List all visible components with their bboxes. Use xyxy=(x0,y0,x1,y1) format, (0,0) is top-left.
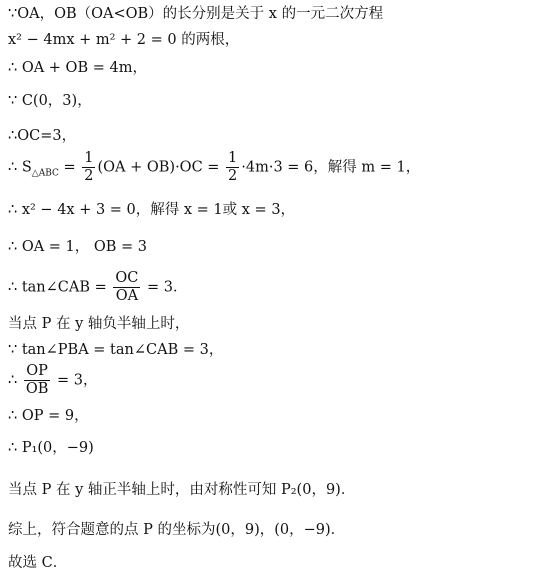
line-5: ∴OC=3， xyxy=(8,128,77,144)
fraction-half-2 xyxy=(226,150,239,185)
line-17: 故选 C． xyxy=(8,555,68,571)
fraction-numerator: 1 xyxy=(84,150,94,166)
line-4: ∵ C(0，3)， xyxy=(8,93,92,109)
tan-prefix: ∴ tan∠CAB = xyxy=(8,279,112,296)
fraction-numerator: 1 xyxy=(228,150,238,166)
fraction-denominator: 2 xyxy=(228,168,238,184)
line-op-ob xyxy=(8,363,97,398)
fraction-denominator: 2 xyxy=(84,168,94,184)
line-1: ∵OA，OB（OA<OB）的长分别是关于 x 的一元二次方程 xyxy=(8,6,384,22)
tan-tail: = 3． xyxy=(142,279,188,296)
op-prefix: ∴ xyxy=(8,372,22,389)
line-3: ∴ OA + OB = 4m， xyxy=(8,60,147,76)
line-16: 综上，符合题意的点 P 的坐标为(0，9)，(0，−9)． xyxy=(8,522,346,538)
line-8: ∴ OA = 1， OB = 3 xyxy=(8,239,148,255)
line-tan-cab xyxy=(8,270,187,305)
line-area-formula xyxy=(8,150,420,185)
fraction-numerator: OP xyxy=(24,363,51,381)
fraction-denominator: OA xyxy=(115,288,139,304)
area-subscript: △ABC xyxy=(31,168,59,179)
line-13: ∴ OP = 9， xyxy=(8,408,89,424)
line-7: ∴ x² − 4x + 3 = 0，解得 x = 1或 x = 3， xyxy=(8,202,296,218)
fraction-numerator: OC xyxy=(115,270,139,286)
line-14: ∴ P₁(0，−9) xyxy=(8,440,94,456)
fraction-oc-oa xyxy=(113,270,140,305)
fraction-denominator: OB xyxy=(25,381,49,397)
area-mid: (OA + OB)·OC = xyxy=(97,159,225,176)
fraction-half-1 xyxy=(82,150,95,185)
line-10: 当点 P 在 y 轴负半轴上时， xyxy=(8,316,190,332)
fraction-op-ob xyxy=(24,363,51,398)
op-tail: = 3， xyxy=(52,372,98,389)
line-2: x² − 4mx + m² + 2 = 0 的两根， xyxy=(8,32,240,48)
area-eq: = xyxy=(58,159,81,176)
area-prefix: ∴ S xyxy=(8,159,32,176)
line-11: ∵ tan∠PBA = tan∠CAB = 3， xyxy=(8,342,224,358)
area-tail: ·4m·3 = 6，解得 m = 1， xyxy=(241,159,421,176)
line-15: 当点 P 在 y 轴正半轴上时，由对称性可知 P₂(0，9)． xyxy=(8,482,356,498)
